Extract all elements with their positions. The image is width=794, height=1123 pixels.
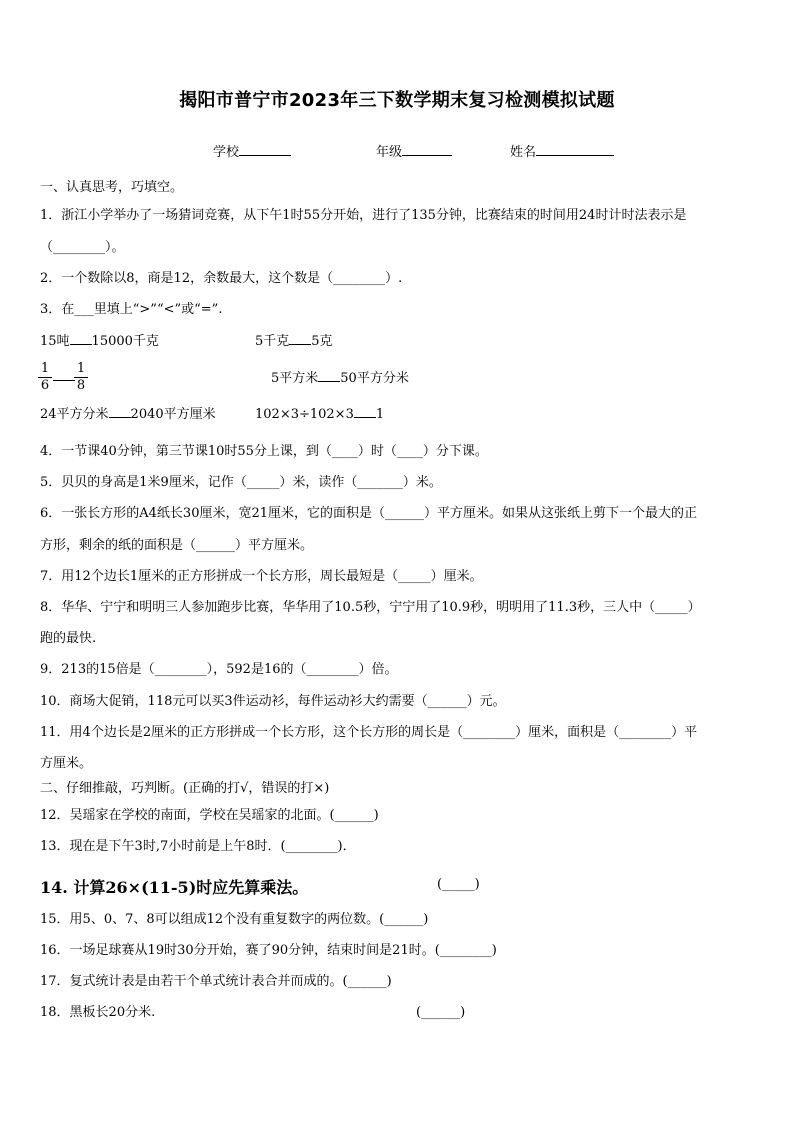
name-blank[interactable] xyxy=(536,143,614,156)
compare-blank-6[interactable] xyxy=(354,406,376,418)
question-17: 17．复式统计表是由若干个单式统计表合并而成的。(______) xyxy=(40,974,392,989)
compare-item-6 xyxy=(255,406,384,423)
compare-blank-2[interactable] xyxy=(289,333,311,345)
question-4: 4．一节课40分钟，第三节课10时55分上课，到（____）时（____）分下课。 xyxy=(40,444,488,459)
name-label: 姓名 xyxy=(510,145,537,160)
grade-label: 年级 xyxy=(376,145,403,160)
question-18: 18．黑板长20分米. xyxy=(40,1005,156,1020)
question-2: 2．一个数除以8，商是12，余数最大，这个数是（________）. xyxy=(40,271,403,286)
question-12: 12．吴瑶家在学校的南面，学校在吴瑶家的北面。(______) xyxy=(40,808,379,823)
compare-left-5: 24平方分米 xyxy=(40,407,109,422)
grade-blank[interactable] xyxy=(402,143,452,156)
fraction-2-numerator: 1 xyxy=(74,361,88,378)
compare-blank-5[interactable] xyxy=(109,406,131,418)
name-field xyxy=(510,141,614,160)
fraction-1-denominator: 6 xyxy=(40,378,50,393)
question-7: 7．用12个边长1厘米的正方形拼成一个长方形，周长最短是（_____）厘米。 xyxy=(40,569,483,584)
fraction-1-numerator: 1 xyxy=(38,361,52,378)
fraction-2-denominator: 8 xyxy=(76,378,86,393)
question-9: 9．213的15倍是（________），592是16的（________）倍。 xyxy=(40,662,398,677)
compare-item-1 xyxy=(40,333,159,350)
compare-blank-4[interactable] xyxy=(318,370,340,382)
fraction-one-eighth xyxy=(74,361,88,394)
compare-blank-3[interactable] xyxy=(53,369,75,386)
grade-field xyxy=(376,141,452,160)
section-1-heading: 一、认真思考，巧填空。 xyxy=(40,180,184,195)
compare-right-5: 2040平方厘米 xyxy=(130,407,216,422)
question-8-line-1: 8．华华、宁宁和明明三人参加跑步比赛，华华用了10.5秒，宁宁用了10.9秒，明明用了11.3秒，三人中（_____） xyxy=(40,600,701,615)
compare-blank-1[interactable] xyxy=(70,333,92,345)
question-5: 5．贝贝的身高是1米9厘米，记作（_____）米，读作（_______）米。 xyxy=(40,475,442,490)
compare-right-6: 1 xyxy=(375,407,385,422)
question-1-line-2: （________）。 xyxy=(40,240,125,255)
question-11-line-1: 11．用4个边长是2厘米的正方形拼成一个长方形，这个长方形的周长是（________）厘米，面积是（________）平 xyxy=(40,725,698,740)
question-14-answer-blank[interactable]: (_____) xyxy=(437,877,480,892)
compare-right-1: 15000千克 xyxy=(91,334,159,349)
question-11-line-2: 方厘米。 xyxy=(40,756,93,771)
compare-item-4 xyxy=(271,370,409,387)
question-3: 3．在___里填上“>”“<”或“=”. xyxy=(40,302,223,317)
question-1-line-1: 1．浙江小学举办了一场猜词竞赛，从下午1时55分开始，进行了135分钟，比赛结束的时间用24时计时法表示是 xyxy=(40,208,687,223)
question-8-line-2: 跑的最快. xyxy=(40,631,97,646)
compare-item-5 xyxy=(40,406,216,423)
compare-left-2: 5千克 xyxy=(255,334,290,349)
school-blank[interactable] xyxy=(239,143,291,156)
compare-left-1: 15吨 xyxy=(40,334,70,349)
question-10: 10．商场大促销，118元可以买3件运动衫，每件运动衫大约需要（______）元。 xyxy=(40,694,506,709)
question-6-line-2: 方形，剩余的纸的面积是（______）平方厘米。 xyxy=(40,538,314,553)
compare-left-6: 102×3÷102×3 xyxy=(255,407,354,422)
question-15: 15．用5、0、7、8可以组成12个没有重复数字的两位数。(______) xyxy=(40,912,429,927)
compare-right-2: 5克 xyxy=(311,334,333,349)
section-2-heading: 二、仔细推敲，巧判断。(正确的打√，错误的打×) xyxy=(40,781,330,796)
question-18-answer-blank[interactable]: (______) xyxy=(416,1005,466,1020)
question-14: 14. 计算26×(11-5)时应先算乘法。 xyxy=(40,878,309,897)
question-16: 16．一场足球赛从19时30分开始，赛了90分钟，结束时间是21时。(________) xyxy=(40,943,497,958)
school-label: 学校 xyxy=(213,145,240,160)
page-title: 揭阳市普宁市2023年三下数学期末复习检测模拟试题 xyxy=(179,90,615,111)
question-6-line-1: 6．一张长方形的A4纸长30厘米，宽21厘米，它的面积是（______）平方厘米。如果从这张纸上剪下一个最大的正 xyxy=(40,506,698,521)
question-13: 13．现在是下午3时,7小时前是上午8时．(________)． xyxy=(40,839,356,854)
school-field xyxy=(213,141,291,160)
compare-item-2 xyxy=(255,333,333,350)
compare-right-4: 50平方分米 xyxy=(340,371,409,386)
fraction-one-sixth xyxy=(38,361,52,394)
compare-left-4: 5平方米 xyxy=(271,371,319,386)
